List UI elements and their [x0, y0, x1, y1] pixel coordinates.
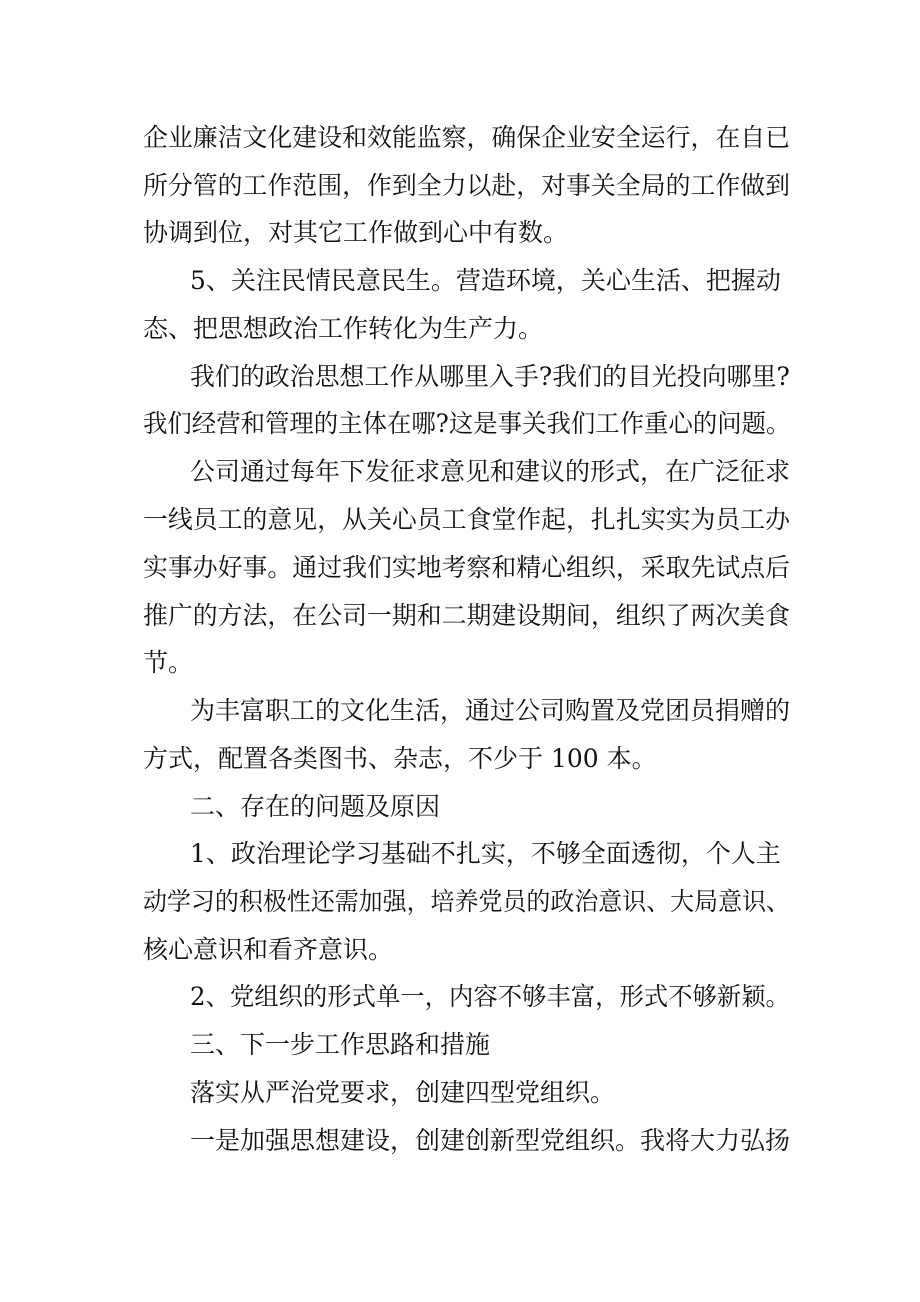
text-line: 为丰富职工的文化生活，通过公司购置及党团员捐赠的 — [190, 696, 791, 725]
text-line: 所分管的工作范围，作到全力以赴，对事关全局的工作做到 — [143, 171, 791, 200]
text-line: 1、政治理论学习基础不扎实，不够全面透彻，个人主 — [190, 839, 781, 868]
text-line: 我们的政治思想工作从哪里入手?我们的目光投向哪里? — [190, 362, 790, 391]
text-line: 推广的方法，在公司一期和二期建设期间，组织了两次美食 — [143, 601, 791, 630]
text-line: 企业廉洁文化建设和效能监察，确保企业安全运行，在自已 — [143, 123, 791, 152]
text-line: 二、存在的问题及原因 — [190, 792, 441, 821]
text-line: 公司通过每年下发征求意见和建议的形式，在广泛征求 — [190, 457, 791, 486]
text-line: 态、把思想政治工作转化为生产力。 — [143, 314, 544, 343]
text-line: 三、下一步工作思路和措施 — [190, 1030, 491, 1059]
text-line: 一线员工的意见，从关心员工食堂作起，扎扎实实为员工办 — [143, 505, 791, 534]
text-line: 方式，配置各类图书、杂志，不少于 100 本。 — [143, 744, 657, 773]
text-line: 节。 — [143, 648, 194, 677]
text-line: 5、关注民情民意民生。营造环境，关心生活、把握动 — [190, 266, 781, 295]
text-line: 协调到位，对其它工作做到心中有数。 — [143, 218, 569, 247]
text-line: 我们经营和管理的主体在哪?这是事关我们工作重心的问题。 — [143, 409, 791, 438]
text-line: 核心意识和看齐意识。 — [143, 935, 394, 964]
text-line: 实事办好事。通过我们实地考察和精心组织，采取先试点后 — [143, 553, 791, 582]
text-line: 一是加强思想建设，创建创新型党组织。我将大力弘扬 — [190, 1126, 791, 1155]
text-line: 2、党组织的形式单一，内容不够丰富，形式不够新颖。 — [190, 982, 790, 1011]
text-line: 动学习的积极性还需加强，培养党员的政治意识、大局意识、 — [143, 887, 791, 916]
text-line: 落实从严治党要求，创建四型党组织。 — [190, 1078, 616, 1107]
